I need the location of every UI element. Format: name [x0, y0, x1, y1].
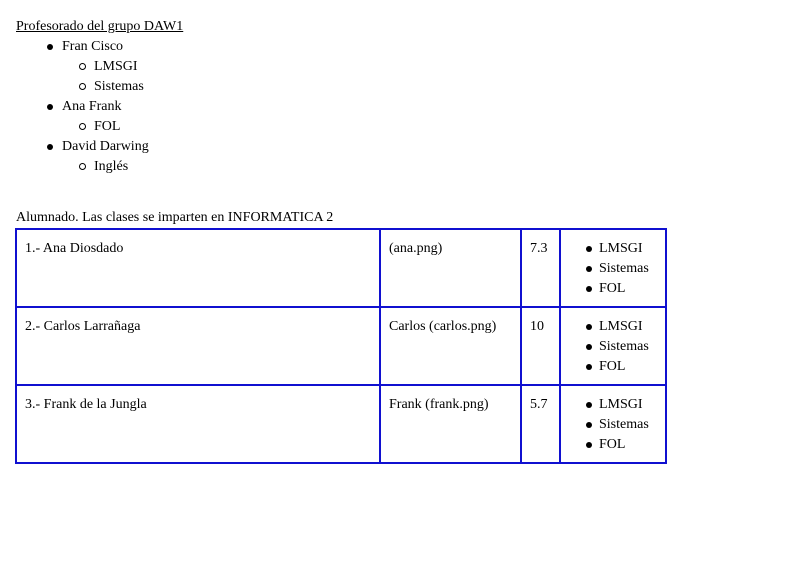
student-photo-cell: Carlos (carlos.png): [380, 307, 521, 385]
bullet-circle-icon: [79, 83, 86, 90]
teacher-subject: [94, 57, 416, 77]
student-grade-cell: 5.7: [521, 385, 560, 463]
list-item: [569, 259, 657, 279]
subject-label: FOL: [599, 359, 626, 374]
students-table: [15, 228, 667, 464]
bullet-circle-icon: [79, 123, 86, 130]
student-name-cell: 1.- Ana Diosdado: [16, 229, 380, 307]
list-item: [569, 239, 657, 259]
teacher-subjects: [62, 117, 416, 137]
student-subjects-list: [569, 395, 657, 455]
student-name-cell: 3.- Frank de la Jungla: [16, 385, 380, 463]
teacher-name: David Darwing: [62, 139, 149, 154]
bullet-disc-icon: [586, 442, 592, 448]
table-row: [16, 229, 666, 307]
subject-label: Sistemas: [599, 417, 649, 432]
list-item: [569, 337, 657, 357]
student-photo-cell: Frank (frank.png): [380, 385, 521, 463]
subject-label: LMSGI: [599, 241, 643, 256]
teachers-list: [16, 37, 416, 177]
table-row: [16, 307, 666, 385]
subject-label: LMSGI: [94, 59, 138, 74]
student-photo-cell: (ana.png): [380, 229, 521, 307]
teacher-item: [16, 37, 416, 97]
subject-label: FOL: [599, 281, 626, 296]
teacher-subjects: [62, 157, 416, 177]
list-item: [569, 395, 657, 415]
teacher-name: Ana Frank: [62, 99, 122, 114]
teacher-subject: [94, 157, 416, 177]
subject-label: FOL: [94, 119, 121, 134]
bullet-disc-icon: [586, 286, 592, 292]
student-subjects-cell: [560, 229, 666, 307]
bullet-disc-icon: [586, 402, 592, 408]
teacher-subject: [94, 77, 416, 97]
teacher-subjects: [62, 57, 416, 97]
subject-label: LMSGI: [599, 319, 643, 334]
student-subjects-list: [569, 239, 657, 299]
list-item: [569, 435, 657, 455]
list-item: [569, 415, 657, 435]
bullet-disc-icon: [47, 144, 53, 150]
teacher-item: [16, 97, 416, 137]
subject-label: Sistemas: [599, 261, 649, 276]
student-subjects-cell: [560, 385, 666, 463]
bullet-disc-icon: [586, 344, 592, 350]
bullet-disc-icon: [586, 324, 592, 330]
bullet-disc-icon: [47, 44, 53, 50]
bullet-disc-icon: [47, 104, 53, 110]
list-item: [569, 317, 657, 337]
list-item: [569, 357, 657, 377]
student-grade-cell: 7.3: [521, 229, 560, 307]
student-subjects-list: [569, 317, 657, 377]
bullet-disc-icon: [586, 364, 592, 370]
bullet-disc-icon: [586, 422, 592, 428]
student-name-cell: 2.- Carlos Larrañaga: [16, 307, 380, 385]
subject-label: Sistemas: [94, 79, 144, 94]
teacher-subject: [94, 117, 416, 137]
subject-label: Sistemas: [599, 339, 649, 354]
teachers-title: Profesorado del grupo DAW1: [16, 19, 184, 34]
subject-label: FOL: [599, 437, 626, 452]
table-row: [16, 385, 666, 463]
bullet-disc-icon: [586, 246, 592, 252]
subject-label: Inglés: [94, 159, 129, 174]
list-item: [569, 279, 657, 299]
student-grade-cell: 10: [521, 307, 560, 385]
bullet-disc-icon: [586, 266, 592, 272]
teacher-name: Fran Cisco: [62, 39, 124, 54]
subject-label: LMSGI: [599, 397, 643, 412]
bullet-circle-icon: [79, 63, 86, 70]
students-title: Alumnado. Las clases se imparten en INFORMATICA 2: [16, 210, 334, 225]
teacher-item: [16, 137, 416, 177]
student-subjects-cell: [560, 307, 666, 385]
bullet-circle-icon: [79, 163, 86, 170]
